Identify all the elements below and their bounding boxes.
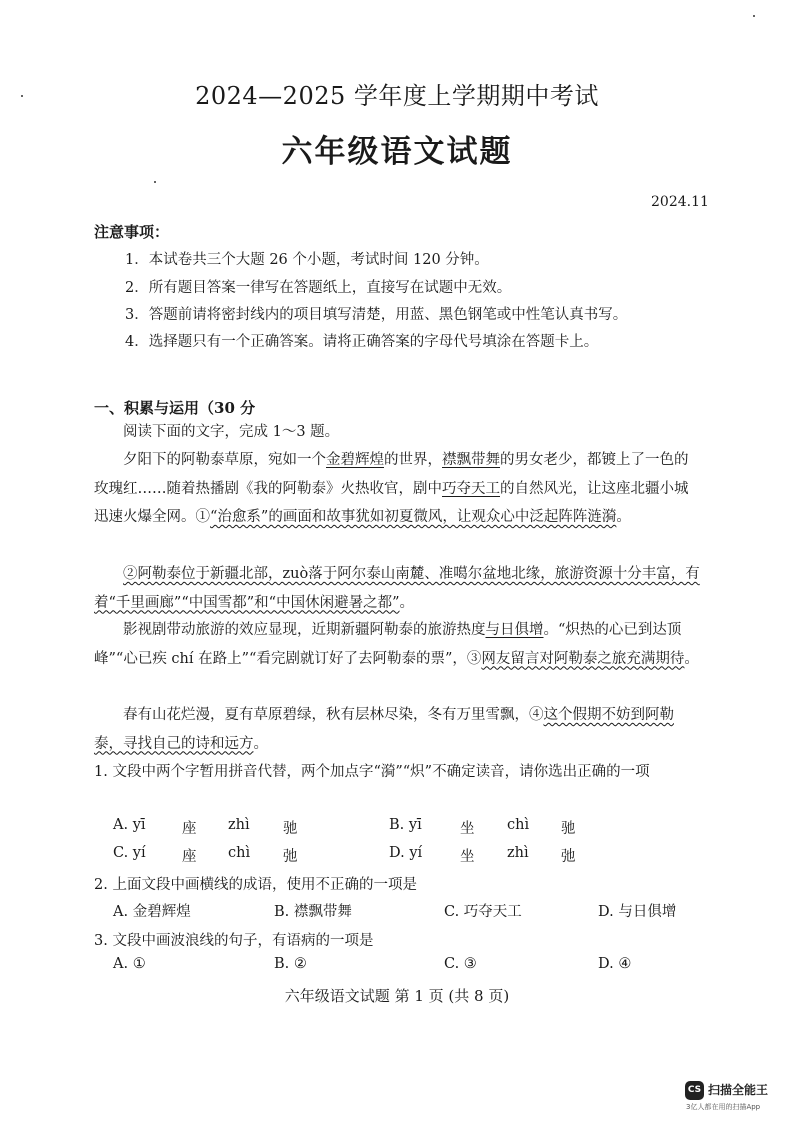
q1-option-c-pinyin: chì xyxy=(228,845,251,861)
q1-option-a[interactable]: A. yī xyxy=(113,817,146,833)
q1-option-d-pinyin: zhì xyxy=(507,845,529,861)
page-footer: 六年级语文试题 第 1 页 (共 8 页) xyxy=(284,987,510,1005)
q1-option-a-char2: 驰 xyxy=(283,821,298,837)
notice-heading: 注意事项： xyxy=(94,223,170,241)
q3-option-d[interactable]: D. ④ xyxy=(598,956,632,972)
camscanner-logo-icon: CS xyxy=(685,1081,704,1100)
q1-option-a-pinyin: zhì xyxy=(228,817,250,833)
q1-option-a-char1: 座 xyxy=(182,821,197,837)
notice-item: 4．选择题只有一个正确答案。请将正确答案的字母代号填涂在答题卡上。 xyxy=(125,334,599,350)
q1-option-c-char2: 弛 xyxy=(283,849,298,865)
exam-date: 2024.11 xyxy=(651,194,709,210)
q1-option-b-pinyin: chì xyxy=(507,817,530,833)
reading-instruction: 阅读下面的文字，完成 1～3 题。 xyxy=(123,424,340,440)
notice-item: 3．答题前请将密封线内的项目填写清楚，用蓝、黑色钢笔或中性笔认真书写。 xyxy=(125,307,628,323)
watermark-tagline: 3亿人都在用的扫描App xyxy=(686,1103,761,1111)
passage-paragraph-4: 春有山花烂漫，夏有草原碧绿，秋有层林尽染，冬有万里雪飘，④这个假期不妨到阿勒泰，寻找自己的诗和远方。 xyxy=(94,707,674,752)
underlined-idiom: 金碧辉煌 xyxy=(326,452,384,468)
underlined-idiom: 襟飘带舞 xyxy=(442,452,500,468)
notice-item: 2．所有题目答案一律写在答题纸上，直接写在试题中无效。 xyxy=(125,280,512,296)
q1-option-b-char1: 坐 xyxy=(460,821,475,837)
wavy-sentence: 这个假期不妨到阿勒泰，寻找自己的诗和远方 xyxy=(94,707,674,752)
q2-option-d[interactable]: D. 与日俱增 xyxy=(598,904,677,920)
question-1-stem: 1. 文段中两个字暂用拼音代替，两个加点字“漪”“炽”不确定读音，请你选出正确的一项 xyxy=(94,764,650,780)
passage-paragraph-2: ②阿勒泰位于新疆北部，zuò落于阿尔泰山南麓、准噶尔盆地北缘，旅游资源十分丰富，有着“千里画廊”“中国雪都”和“中国休闲避暑之都”。 xyxy=(94,566,700,611)
q2-option-a[interactable]: A. 金碧辉煌 xyxy=(113,904,191,920)
question-3-stem: 3. 文段中画波浪线的句子，有语病的一项是 xyxy=(94,933,374,949)
passage-paragraph-3: 影视剧带动旅游的效应显现，近期新疆阿勒泰的旅游热度与日俱增。“炽热的心已到达顶峰”“心已疾 chí 在路上”“看完剧就订好了去阿勒泰的票”，③网友留言对阿勒泰之旅充满期待。 xyxy=(94,622,699,667)
wavy-sentence: 网友留言对阿勒泰之旅充满期待 xyxy=(481,650,685,667)
q2-option-c[interactable]: C. 巧夺天工 xyxy=(444,904,522,920)
underlined-idiom: 巧夺天工 xyxy=(442,480,500,497)
underlined-idiom: 与日俱增 xyxy=(485,622,544,638)
wavy-sentence: “治愈系”的画面和故事犹如初夏微风，让观众心中泛起阵阵涟漪 xyxy=(210,509,617,525)
scan-speck xyxy=(154,181,156,183)
notice-item: 1．本试卷共三个大题 26 个小题，考试时间 120 分钟。 xyxy=(125,252,489,268)
q1-option-c-char1: 座 xyxy=(182,849,197,865)
question-2-stem: 2. 上面文段中画横线的成语，使用不正确的一项是 xyxy=(94,877,417,893)
section-heading: 一、积累与运用（30 分 xyxy=(94,399,256,417)
q3-option-b[interactable]: B. ② xyxy=(274,956,307,972)
q3-option-a[interactable]: A. ① xyxy=(113,956,146,972)
passage-paragraph-1: 夕阳下的阿勒泰草原，宛如一个金碧辉煌的世界，襟飘带舞的男女老少，都镀上了一色的玫瑰红……随着热播剧《我的阿勒泰》火热收官，剧中巧夺天工的自然风光，让这座北疆小城迅速火爆全网。①“治愈系”的画面和故事犹如初夏微风，让观众心中泛起阵阵涟漪。 xyxy=(94,452,689,525)
q1-option-b-char2: 驰 xyxy=(561,821,576,837)
q1-option-d-char1: 坐 xyxy=(460,849,475,865)
scan-speck xyxy=(753,15,755,17)
q1-option-d-char2: 弛 xyxy=(561,849,576,865)
watermark-name: 扫描全能王 xyxy=(708,1083,769,1097)
wavy-sentence: ②阿勒泰位于新疆北部，zuò落于阿尔泰山南麓、准噶尔盆地北缘，旅游资源十分丰富，有着“千里画廊”“中国雪都”和“中国休闲避暑之都” xyxy=(94,566,700,611)
q1-option-d[interactable]: D. yí xyxy=(389,845,423,861)
exam-subtitle: 2024—2025 学年度上学期期中考试 xyxy=(195,82,599,110)
q2-option-b[interactable]: B. 襟飘带舞 xyxy=(274,904,352,920)
q1-option-c[interactable]: C. yí xyxy=(113,845,146,861)
exam-title: 六年级语文试题 xyxy=(281,134,513,170)
q1-option-b[interactable]: B. yī xyxy=(389,817,422,833)
q3-option-c[interactable]: C. ③ xyxy=(444,956,477,972)
